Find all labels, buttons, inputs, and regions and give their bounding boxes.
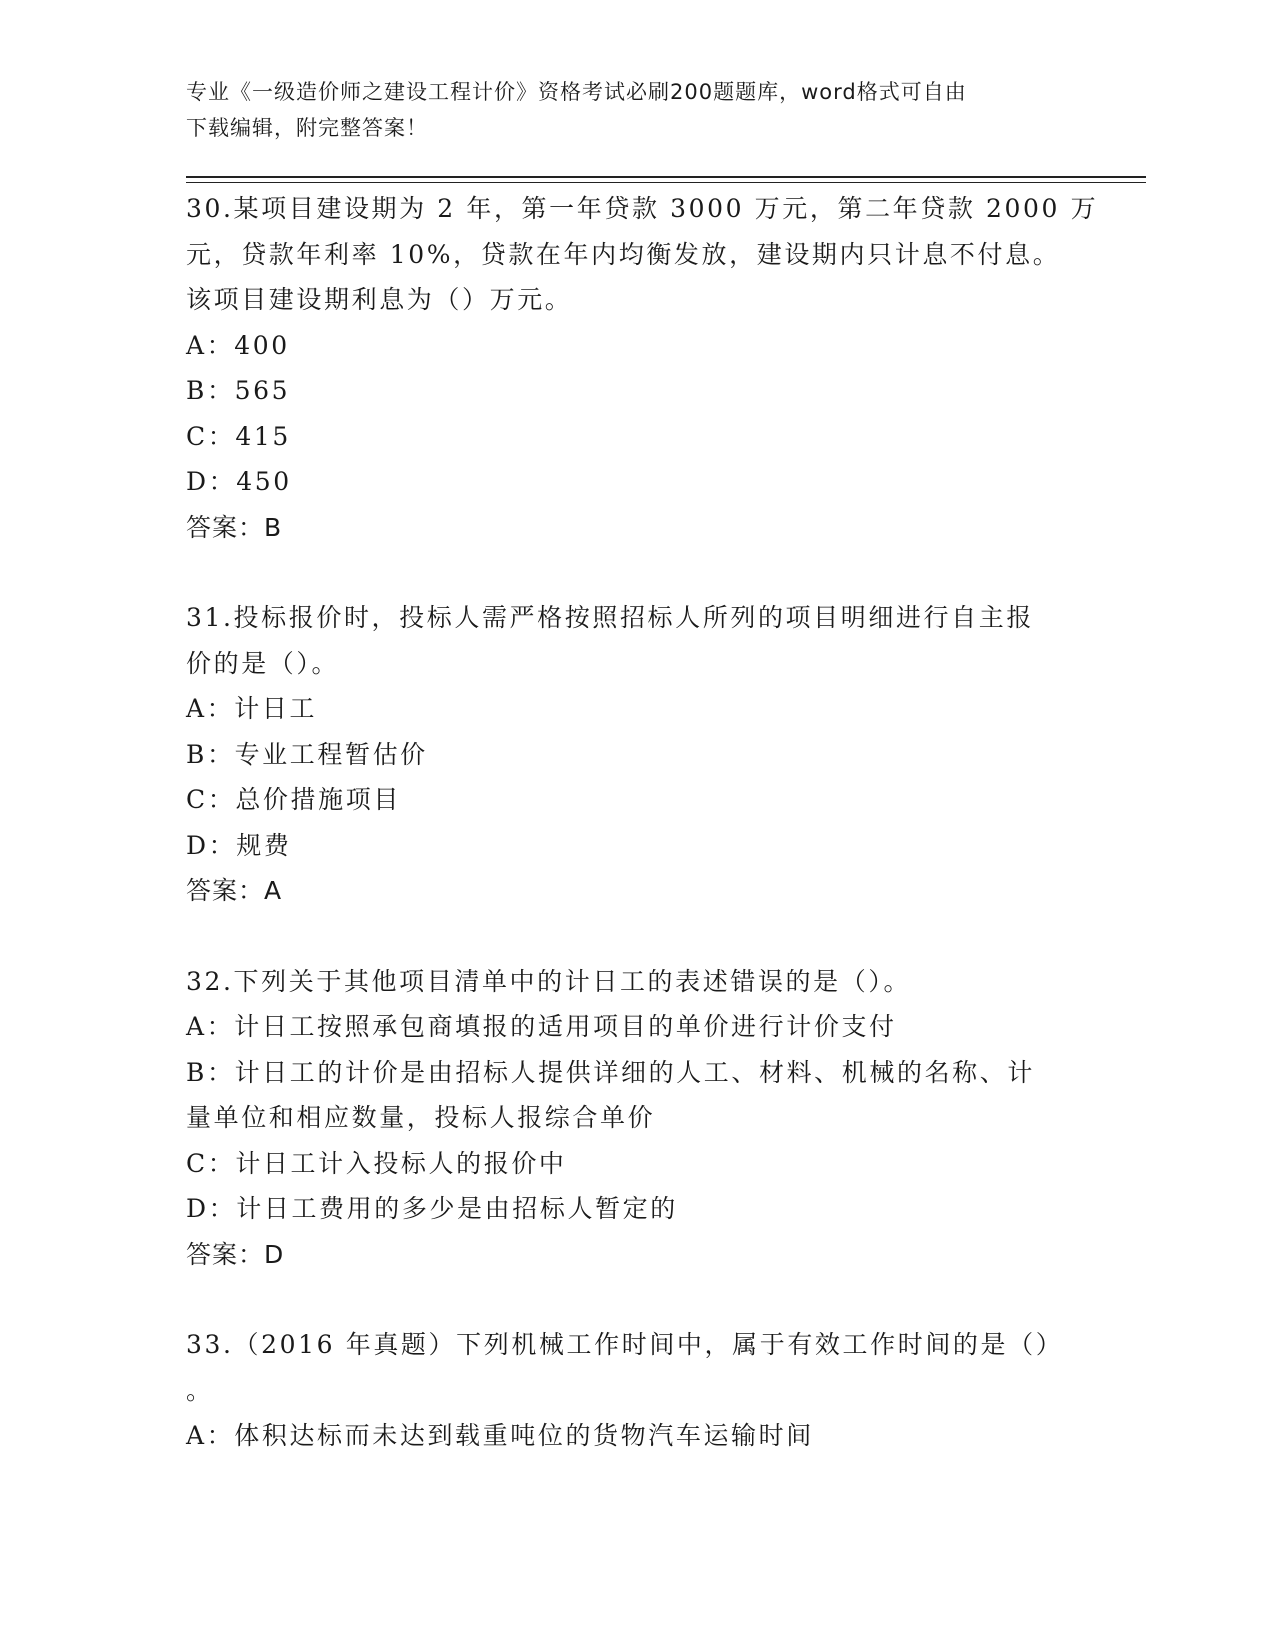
answer-line: 答案：D xyxy=(186,1239,285,1269)
header-divider-thick xyxy=(186,176,1146,178)
option-c: C：415 xyxy=(186,421,291,451)
option-b: B：专业工程暂估价 xyxy=(186,739,428,769)
question-32 xyxy=(186,959,1086,1278)
option-a: A：体积达标而未达到载重吨位的货物汽车运输时间 xyxy=(186,1421,814,1450)
option-a: A：400 xyxy=(186,330,290,360)
option-a: A：计日工按照承包商填报的适用项目的单价进行计价支付 xyxy=(186,1012,897,1041)
question-stem-line: 。 xyxy=(186,1375,214,1405)
option-a: A：计日工 xyxy=(186,694,318,723)
question-list xyxy=(186,186,1099,1459)
question-33 xyxy=(186,1322,1086,1459)
question-stem-line: 31.投标报价时，投标人需严格按照招标人所列的项目明细进行自主报 xyxy=(186,603,1034,632)
header-divider-thin xyxy=(186,182,1146,183)
question-spacer xyxy=(186,1277,1086,1322)
header-line-1: 专业《一级造价师之建设工程计价》资格考试必刷200题题库，word格式可自由 xyxy=(186,80,967,104)
question-31 xyxy=(186,595,1086,914)
answer-line: 答案：A xyxy=(186,876,283,905)
option-c: C：总价措施项目 xyxy=(186,785,401,814)
question-spacer xyxy=(186,550,1086,595)
option-b-continued: 量单位和相应数量，投标人报综合单价 xyxy=(186,1103,656,1132)
header-line-2: 下载编辑，附完整答案！ xyxy=(186,116,428,140)
answer-line: 答案：B xyxy=(186,512,283,542)
option-d: D：450 xyxy=(186,467,292,496)
question-spacer xyxy=(186,914,1086,959)
option-c: C：计日工计入投标人的报价中 xyxy=(186,1148,567,1178)
question-stem-line: 33.（2016 年真题）下列机械工作时间中，属于有效工作时间的是（） xyxy=(186,1330,1064,1359)
option-b: B：计日工的计价是由招标人提供详细的人工、材料、机械的名称、计 xyxy=(186,1057,1035,1087)
option-d: D：规费 xyxy=(186,830,292,860)
question-stem-line: 价的是（）。 xyxy=(186,648,340,678)
question-stem-line: 30.某项目建设期为 2 年，第一年贷款 3000 万元，第二年贷款 2000 万 xyxy=(186,194,1099,223)
question-stem-line: 32.下列关于其他项目清单中的计日工的表述错误的是（）。 xyxy=(186,966,912,996)
option-d: D：计日工费用的多少是由招标人暂定的 xyxy=(186,1194,678,1223)
question-30 xyxy=(186,186,1099,550)
option-b: B：565 xyxy=(186,376,291,405)
document-header xyxy=(186,74,1046,146)
question-stem-line: 该项目建设期利息为（）万元。 xyxy=(186,285,573,314)
question-stem-line: 元，贷款年利率 10%，贷款在年内均衡发放，建设期内只计息不付息。 xyxy=(186,239,1061,269)
